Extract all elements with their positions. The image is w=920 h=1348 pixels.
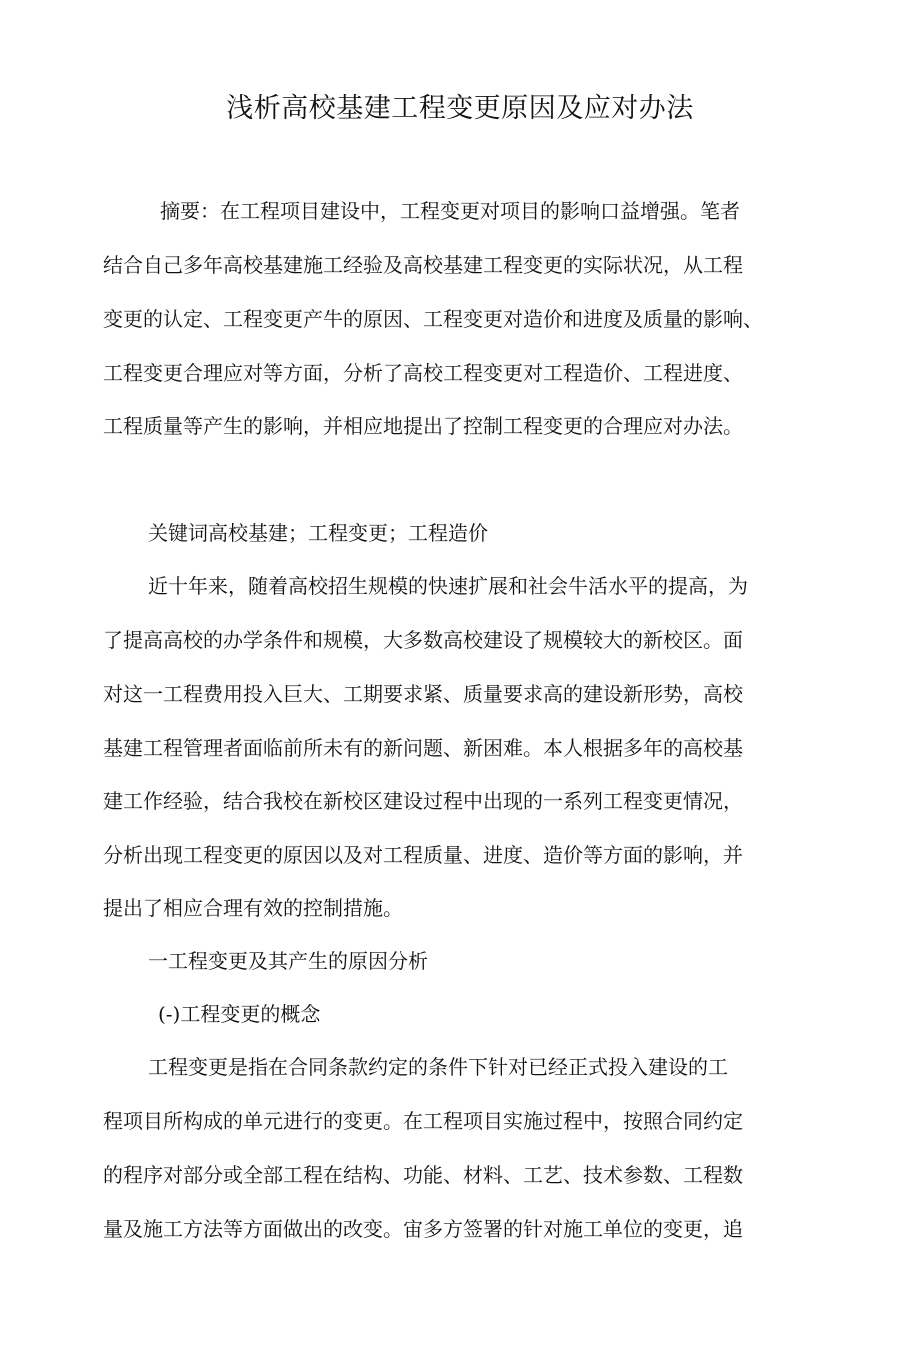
body-line: 量及施工方法等方面做出的改变。宙多方签署的针对施工单位的变更，追	[103, 1217, 743, 1241]
body-line: 工程变更是指在合同条款约定的条件下针对已经正式投入建设的工	[148, 1055, 728, 1079]
abstract-line: 变更的认定、工程变更产牛的原因、工程变更对造价和进度及质量的影响、	[103, 307, 763, 331]
intro-line: 建工作经验，结合我校在新校区建设过程中出现的一系列工程变更情况，	[103, 789, 743, 813]
abstract-line: 工程质量等产生的影响，并相应地提出了控制工程变更的合理应对办法。	[103, 414, 743, 438]
subsection-heading: (-)工程变更的概念	[158, 1002, 321, 1026]
section-heading: 一工程变更及其产生的原因分析	[148, 949, 428, 973]
intro-line: 分析出现工程变更的原因以及对工程质量、进度、造价等方面的影响，并	[103, 843, 743, 867]
body-line: 程项目所构成的单元进行的变更。在工程项目实施过程中，按照合同约定	[103, 1109, 743, 1133]
body-line: 的程序对部分或全部工程在结构、功能、材料、工艺、技术参数、工程数	[103, 1163, 743, 1187]
abstract-line: 结合自己多年高校基建施工经验及高校基建工程变更的实际状况，从工程	[103, 253, 743, 277]
intro-line: 提出了相应合理有效的控制措施。	[103, 896, 403, 920]
keywords-line: 关键词高校基建；工程变更；工程造价	[148, 521, 488, 545]
document-title: 浅析高校基建工程变更原因及应对办法	[226, 93, 694, 124]
abstract-line: 摘要：在工程项目建设中，工程变更对项目的影响口益增强。笔者	[160, 199, 740, 223]
intro-line: 基建工程管理者面临前所未有的新问题、新困难。本人根据多年的高校基	[103, 736, 743, 760]
intro-line: 了提高高校的办学条件和规模，大多数高校建设了规模较大的新校区。面	[103, 628, 743, 652]
intro-line: 近十年来，随着高校招生规模的快速扩展和社会牛活水平的提高，为	[148, 574, 748, 598]
abstract-line: 工程变更合理应对等方面，分析了高校工程变更对工程造价、工程进度、	[103, 361, 743, 385]
intro-line: 对这一工程费用投入巨大、工期要求紧、质量要求高的建设新形势，高校	[103, 682, 743, 706]
